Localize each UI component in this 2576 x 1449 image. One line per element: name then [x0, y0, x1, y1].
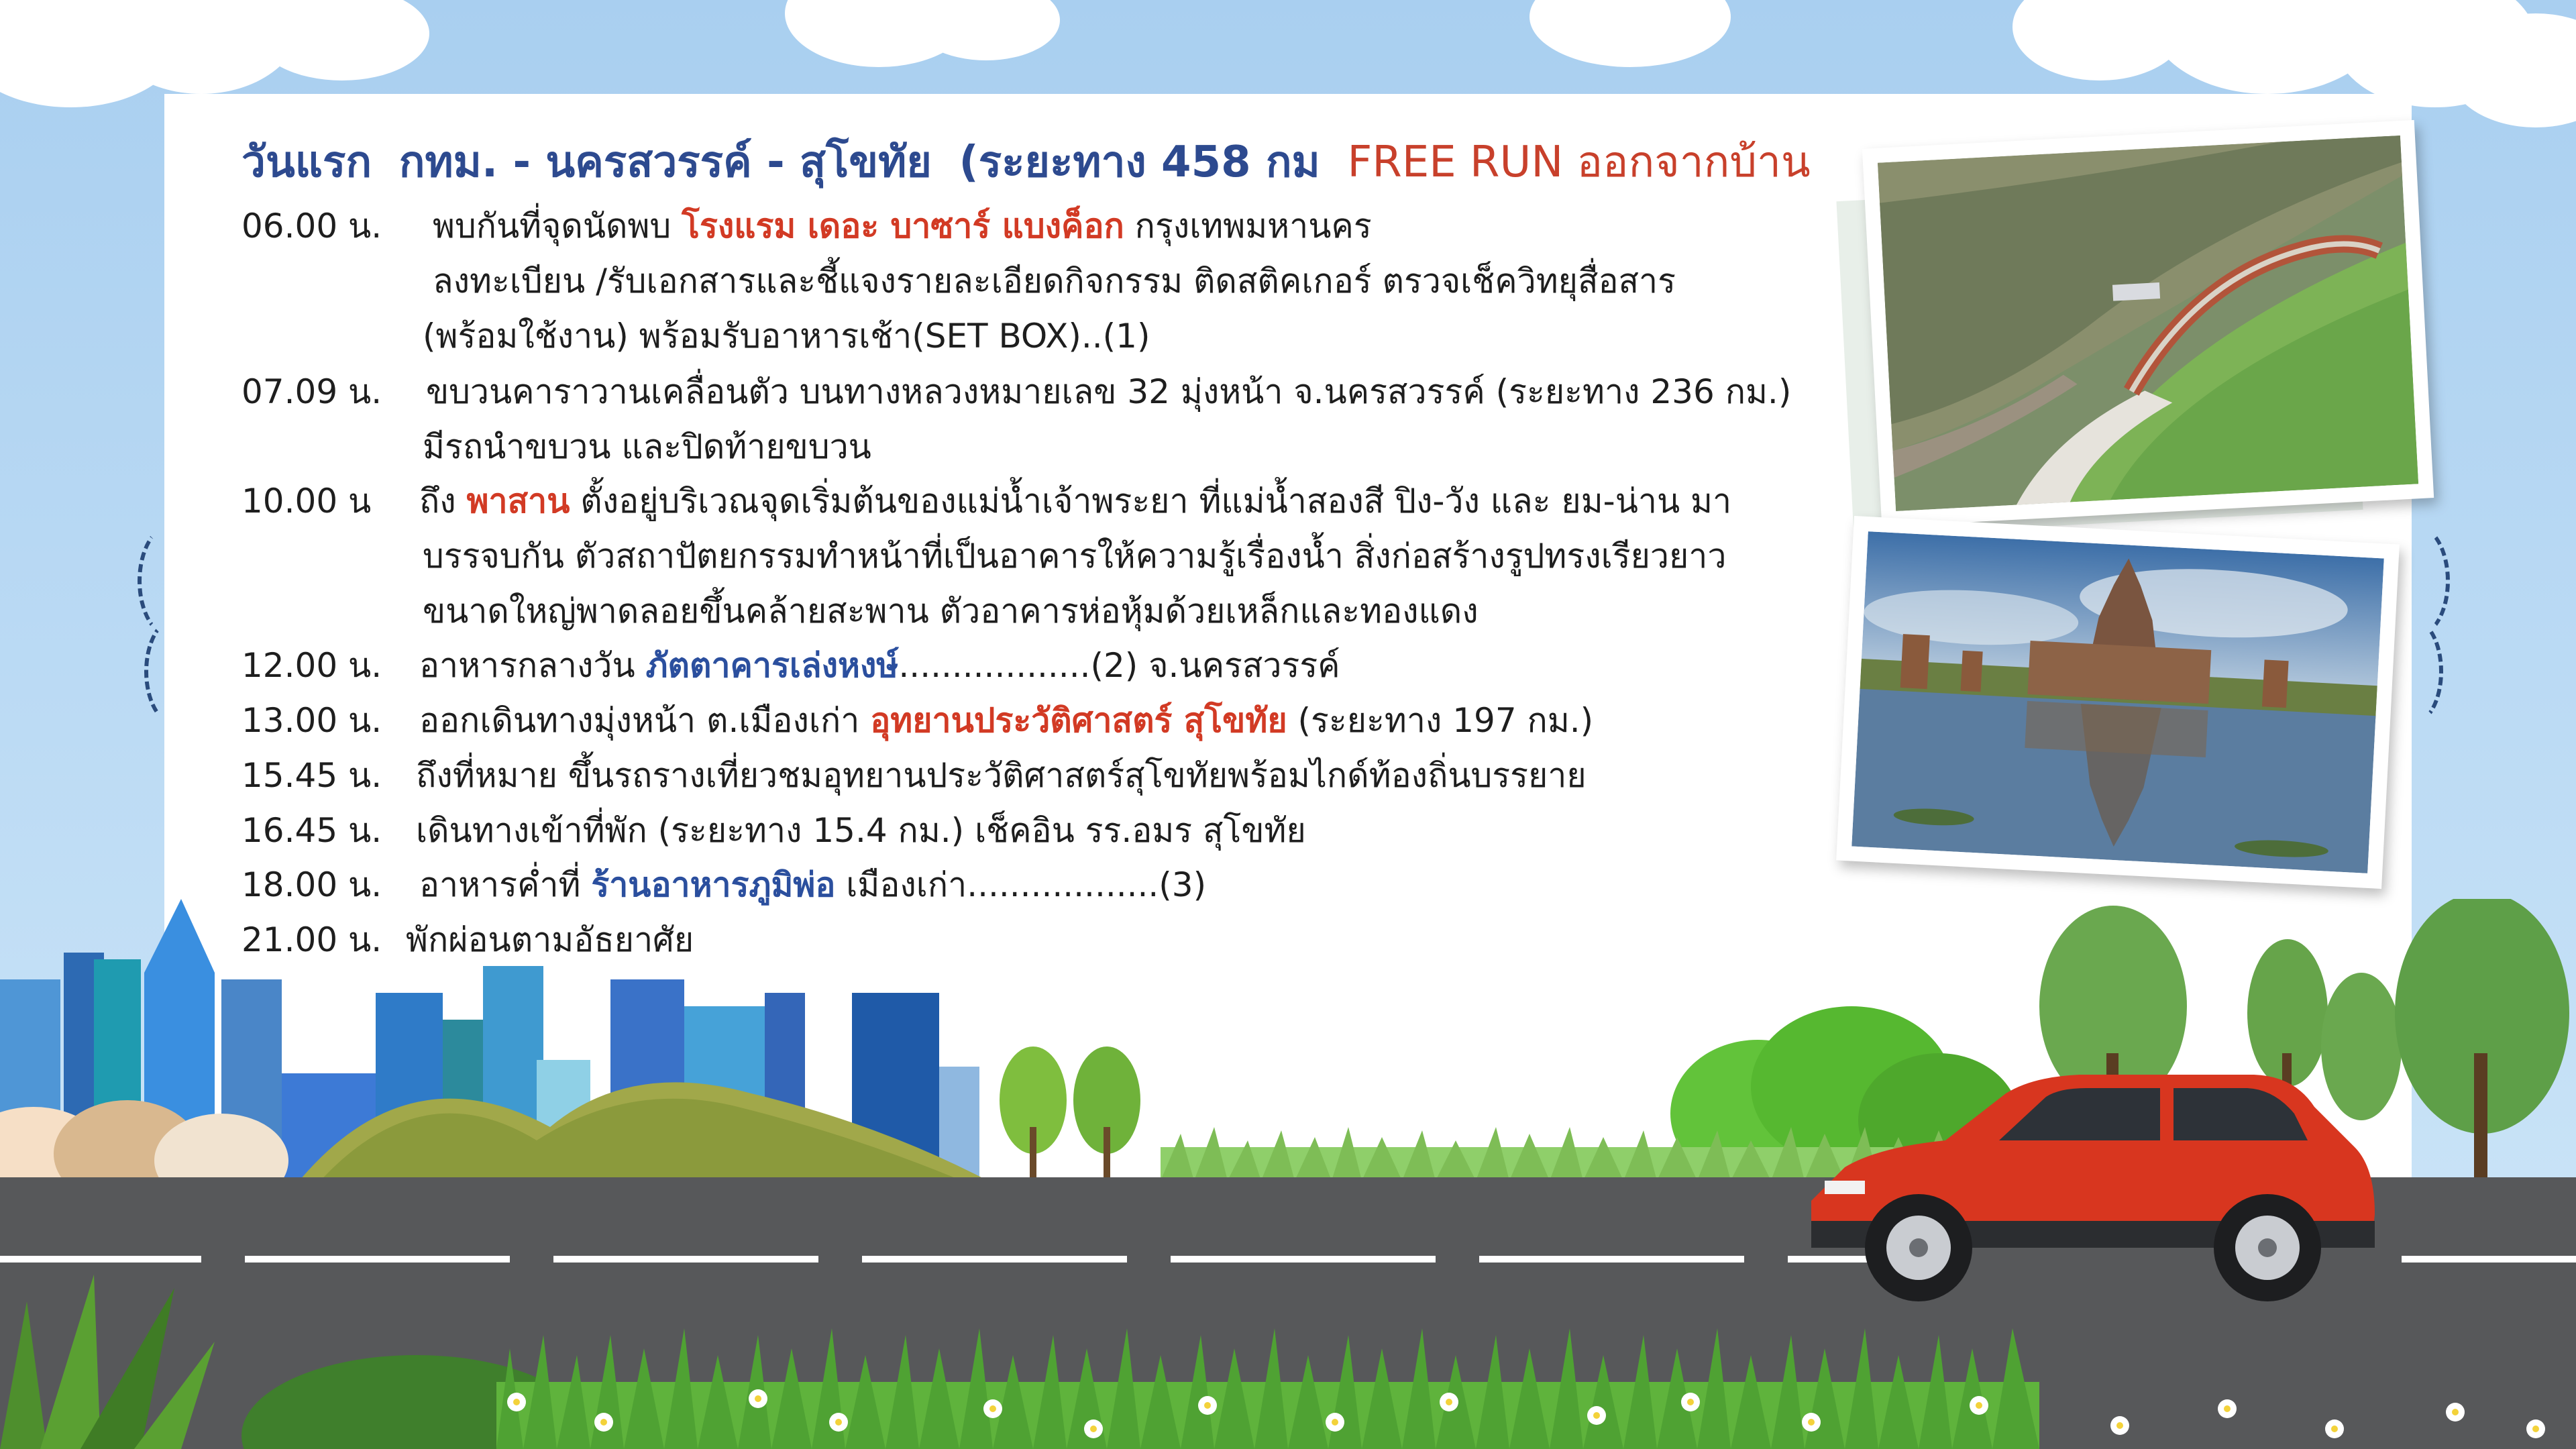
- sukhothai-park-image: [1851, 531, 2384, 873]
- title-distance: (ระยะทาง 458 กม: [959, 138, 1320, 187]
- schedule-line: ลงทะเบียน /รับเอกสารและชี้แจงรายละเอียดกิจกรรม ติดสติคเกอร์ ตรวจเช็ควิทยุสื่อสาร: [433, 262, 1676, 301]
- river-pavilion-photo: [1862, 120, 2434, 527]
- schedule-line: อาหารกลางวัน ภัตตาคารเล่งหงษ์..................(2) จ.นครสวรรค์: [419, 646, 1340, 685]
- schedule-time: 06.00 น.: [241, 207, 382, 246]
- venue-highlight: โรงแรม เดอะ บาซาร์ แบงค็อก: [682, 207, 1124, 246]
- foreground-grass: [0, 1248, 2576, 1449]
- schedule-line: ขบวนคาราวานเคลื่อนตัว บนทางหลวงหมายเลข 32 มุ่งหน้า จ.นครสวรรค์ (ระยะทาง 236 กม.): [426, 372, 1792, 411]
- schedule-time: 12.00 น.: [241, 646, 382, 685]
- schedule-time: 21.00 น.: [241, 920, 382, 959]
- schedule-time: 15.45 น.: [241, 756, 382, 795]
- schedule-time: 07.09 น.: [241, 372, 382, 411]
- schedule-time: 18.00 น.: [241, 865, 382, 904]
- sukhothai-park-photo: [1836, 516, 2400, 889]
- schedule-line: ออกเดินทางมุ่งหน้า ต.เมืองเก่า อุทยานประวัติศาสตร์ สุโขทัย (ระยะทาง 197 กม.): [419, 701, 1594, 740]
- schedule-time: 13.00 น.: [241, 701, 382, 740]
- schedule-line: เดินทางเข้าที่พัก (ระยะทาง 15.4 กม.) เช็คอิน รร.อมร สุโขทัย: [416, 811, 1306, 850]
- day-title: [241, 127, 1811, 196]
- schedule-line: (พร้อมใช้งาน) พร้อมรับอาหารเช้า(SET BOX)..(1): [423, 317, 1150, 356]
- schedule-time: 16.45 น.: [241, 811, 382, 850]
- title-day: วันแรก: [241, 138, 372, 187]
- venue-highlight: ร้านอาหารภูมิพ่อ: [591, 865, 836, 904]
- dashed-arc-icon: [144, 617, 206, 726]
- venue-highlight: พาสาน: [466, 482, 570, 521]
- title-free-run: FREE RUN ออกจากบ้าน: [1347, 138, 1811, 187]
- venue-highlight: ภัตตาคารเล่งหงษ์: [645, 646, 899, 685]
- schedule-line: ขนาดใหญ่พาดลอยขึ้นคล้ายสะพาน ตัวอาคารห่อหุ้มด้วยเหล็กและทองแดง: [423, 592, 1479, 631]
- venue-highlight: อุทยานประวัติศาสตร์ สุโขทัย: [870, 701, 1287, 740]
- schedule-line: ถึง พาสาน ตั้งอยู่บริเวณจุดเริ่มต้นของแม่น้ำเจ้าพระยา ที่แม่น้ำสองสี ปิง-วัง และ ยม-น่าน มา: [419, 482, 1732, 521]
- schedule-line: พักผ่อนตามอัธยาศัย: [406, 920, 694, 959]
- schedule-time: 10.00 น: [241, 482, 372, 521]
- schedule-line: อาหารค่ำที่ ร้านอาหารภูมิพ่อ เมืองเก่า..................(3): [419, 865, 1207, 904]
- river-pavilion-image: [1878, 136, 2418, 511]
- schedule-line: บรรจบกัน ตัวสถาปัตยกรรมทำหน้าที่เป็นอาคารให้ความรู้เรื่องน้ำ สิ่งก่อสร้างรูปทรงเรียวยาว: [423, 537, 1727, 576]
- schedule-line: พบกันที่จุดนัดพบ โรงแรม เดอะ บาซาร์ แบงค็อก กรุงเทพมหานคร: [433, 207, 1372, 246]
- schedule-line: ถึงที่หมาย ขึ้นรถรางเที่ยวชมอุทยานประวัติศาสตร์สุโขทัยพร้อมไกด์ท้องถิ่นบรรยาย: [416, 756, 1587, 795]
- title-route: กทม. - นครสวรรค์ - สุโขทัย: [398, 138, 932, 187]
- schedule-line: มีรถนำขบวน และปิดท้ายขบวน: [423, 427, 871, 466]
